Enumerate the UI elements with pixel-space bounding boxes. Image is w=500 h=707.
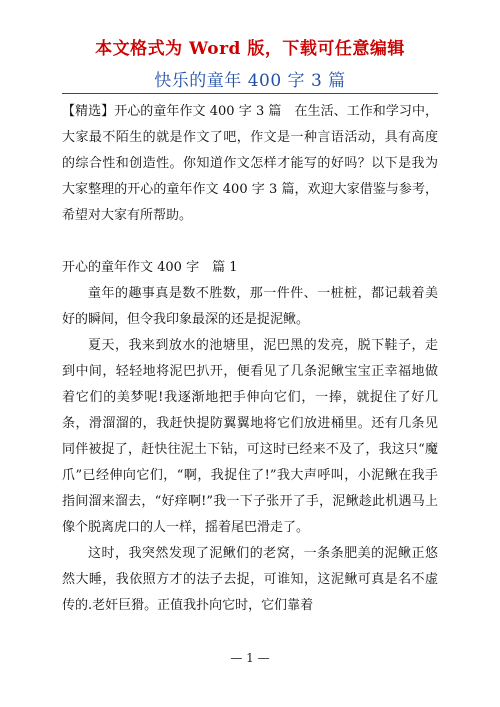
document-body (62, 99, 438, 619)
download-banner: 本文格式为 Word 版，下载可任意编辑 (95, 39, 405, 59)
intro-paragraph: 【精选】开心的童年作文 400 字 3 篇 在生活、工作和学习中，大家最不陌生的就是作文了吧，作文是一种言语活动，具有高度的综合性和创造性。你知道作文怎样才能写的好吗？以下是我为大家整理的开心的童年作文 400 字 3 篇，欢迎大家借鉴与参考，希望对大家有所帮助。 (62, 104, 438, 223)
document-title: 快乐的童年 400 字 3 篇 (154, 71, 346, 91)
section-heading: 开心的童年作文 400 字 篇 1 (62, 260, 238, 275)
body-paragraph: 童年的趣事真是数不胜数，那一件件、一桩桩，都记载着美好的瞬间，但令我印象最深的还是捉泥鳅。 (62, 286, 438, 327)
page-number: — 1 — (230, 651, 270, 665)
body-paragraph: 夏天，我来到放水的池塘里，泥巴黑的发亮，脱下鞋子，走到中间，轻轻地将泥巴扒开，便看见了几条泥鳅宝宝正幸福地做着它们的美梦呢!我逐渐地把手伸向它们，一捧，就捉住了好几条，滑溜溜的，我赶快提防翼翼地将它们放进桶里。还有几条见同伴被捉了，赶快往泥土下钻，可这时已经来不及了，我这只“魔爪”已经伸向它们，“啊，我捉住了!”我大声呼叫，小泥鳅在我手指间溜来溜去，“好痒啊!”我一下子张开了手，泥鳅趁此机遇马上像个脱离虎口的人一样，摇着尾巴滑走了。 (62, 338, 438, 535)
body-paragraph: 这时，我突然发现了泥鳅们的老窝，一条条肥美的泥鳅正悠然大睡，我依照方才的法子去捉，可谁知，这泥鳅可真是名不虚传的.老奸巨猾。正值我扑向它时，它们靠着 (62, 546, 438, 613)
title-divider (62, 93, 438, 94)
